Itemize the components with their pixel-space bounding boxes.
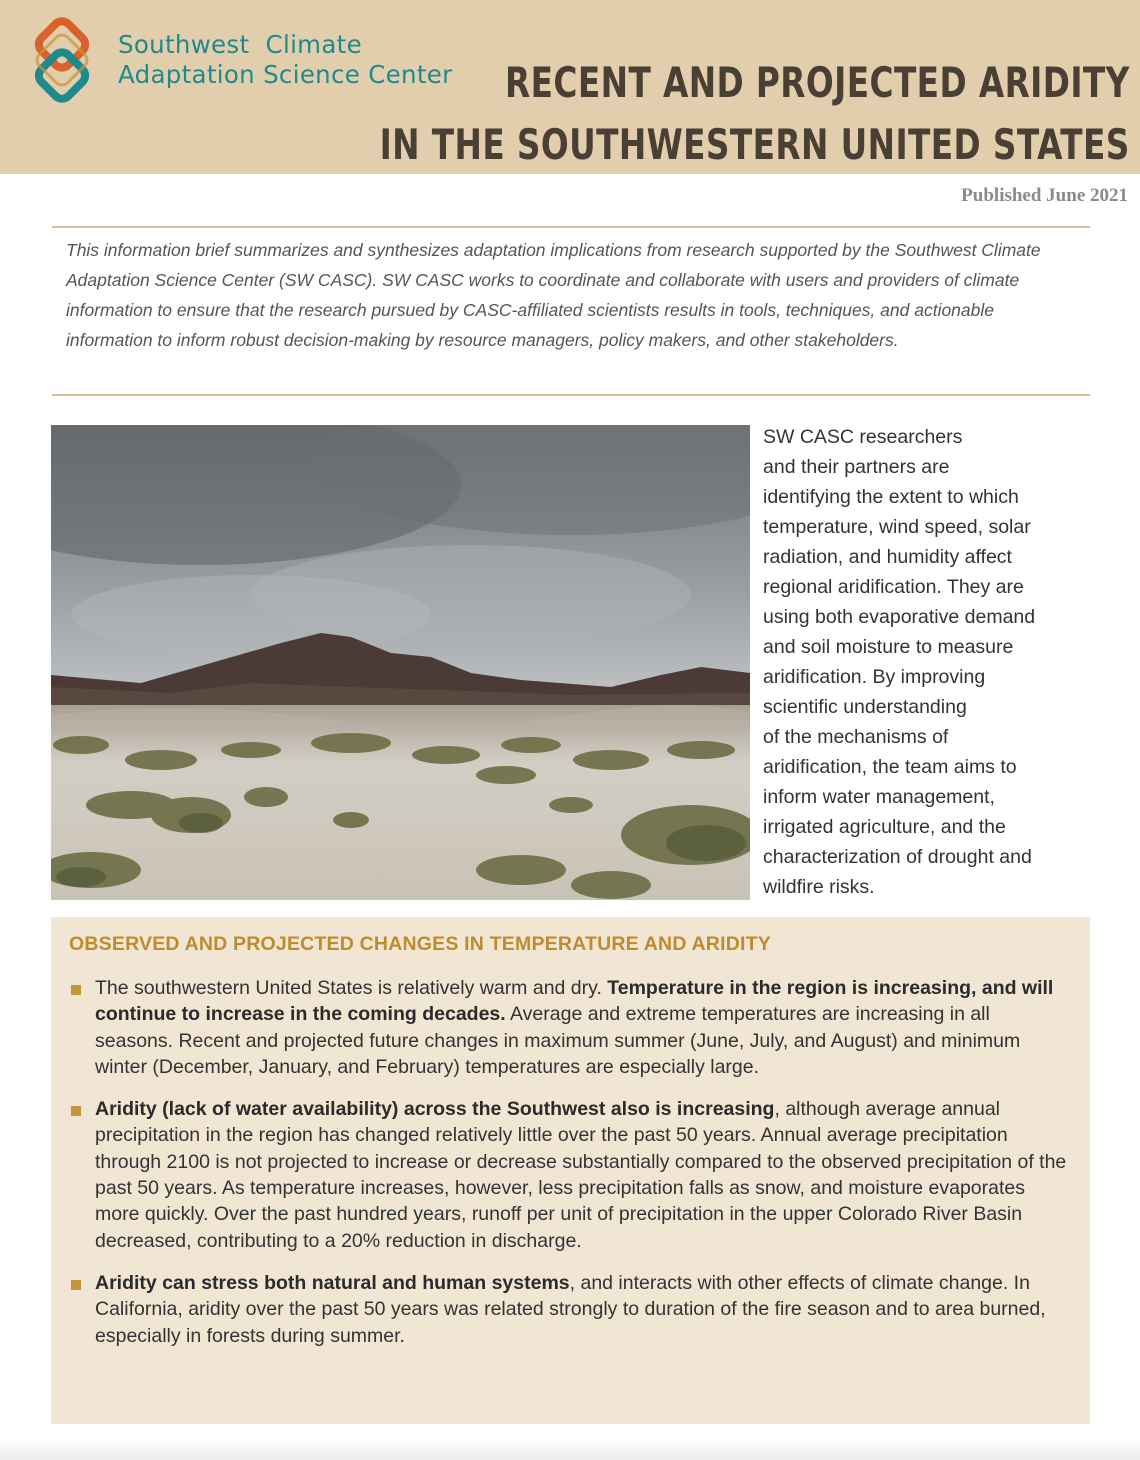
side-text-line: wildfire risks. [763, 876, 875, 898]
side-text-line: regional aridification. They are [763, 576, 1024, 598]
side-text-line: of the mechanisms of [763, 726, 949, 748]
bullet-bold-text: Aridity can stress both natural and human systems [95, 1271, 570, 1294]
side-text-line: identifying the extent to which [763, 486, 1019, 508]
published-date: Published June 2021 [961, 185, 1128, 206]
desert-landscape-photo [51, 425, 750, 900]
bullet-bold-text: Temperature in the region is increasing, and will continue to increase in the coming decades. [95, 977, 1054, 1026]
side-text-line: and soil moisture to measure [763, 636, 1014, 658]
title-line1: RECENT AND PROJECTED ARIDITY [505, 58, 1130, 107]
intro-paragraph: This information brief summarizes and synthesizes adaptation implications from research supported by the Southwest Climate Adaptation Science Center (SW CASC). SW CASC works to coordinate and collaborate with users and providers of climate information to ensure that the research pursued by CASC-affiliated scientists results in tools, techniques, and actionable information to inform robust decision-making by resource managers, policy makers, and other stakeholders. [66, 240, 1041, 350]
side-text-line: SW CASC researchers [763, 426, 963, 448]
square-bullet-icon [71, 985, 81, 995]
side-text-line: temperature, wind speed, solar [763, 516, 1031, 538]
square-bullet-icon [71, 1106, 81, 1116]
page-bottom-edge [0, 1440, 1140, 1460]
bullet-text: , although average annual precipitation in the region has changed relatively little over the past 50 years. Annual average precipitation through 2100 is not projected to increase or decrease substantially compared to the observed precipitation of the past 50 years. As temperature increases, however, less precipitation falls as snow, and moisture evaporates more quickly. Over the past hundred years, runoff per unit of precipitation in the upper Colorado River Basin decreased, contributing to a 20% reduction in discharge. [95, 1098, 1067, 1252]
divider-top [52, 226, 1090, 228]
title-line2: IN THE SOUTHWESTERN UNITED STATES [379, 120, 1130, 169]
bullet-text: Average and extreme temperatures are increasing in all seasons. Recent and projected future changes in maximum summer (June, July, and August) and minimum winter (December, January, and February) temperatures are especially large. [95, 1003, 1021, 1078]
header-band [0, 0, 1140, 174]
box-heading: OBSERVED AND PROJECTED CHANGES IN TEMPERATURE AND ARIDITY [69, 933, 771, 955]
side-text-line: characterization of drought and [763, 846, 1032, 868]
side-text-line: using both evaporative demand [763, 606, 1036, 628]
observed-changes-box [51, 917, 1090, 1424]
bullet-bold-text: Aridity (lack of water availability) across the Southwest also is increasing [95, 1098, 775, 1121]
side-text-line: aridification. By improving [763, 666, 986, 688]
bullet-text: The southwestern United States is relatively warm and dry. [95, 977, 608, 999]
side-text-line: scientific understanding [763, 696, 967, 718]
side-text-line: and their partners are [763, 456, 950, 478]
divider-bottom [52, 394, 1090, 396]
bullet-item [69, 1270, 1069, 1349]
bullet-item [69, 1096, 1069, 1254]
side-text-line: inform water management, [763, 786, 995, 808]
org-name-line1: Southwest Climate [118, 30, 362, 59]
side-text [763, 422, 1093, 902]
side-text-line: irrigated agriculture, and the [763, 816, 1006, 838]
org-name-line2: Adaptation Science Center [118, 60, 453, 89]
square-bullet-icon [71, 1280, 81, 1290]
side-text-line: radiation, and humidity affect [763, 546, 1012, 568]
side-text-line: aridification, the team aims to [763, 756, 1017, 778]
bullet-text: , and interacts with other effects of climate change. In California, aridity over the past 50 years was related strongly to duration of the fire season and to area burned, especially in forests during summer. [95, 1271, 1046, 1347]
bullet-item [69, 975, 1069, 1080]
sw-casc-logo-icon [12, 10, 112, 110]
bullet-list [69, 975, 1069, 1365]
document-title [380, 52, 1130, 176]
